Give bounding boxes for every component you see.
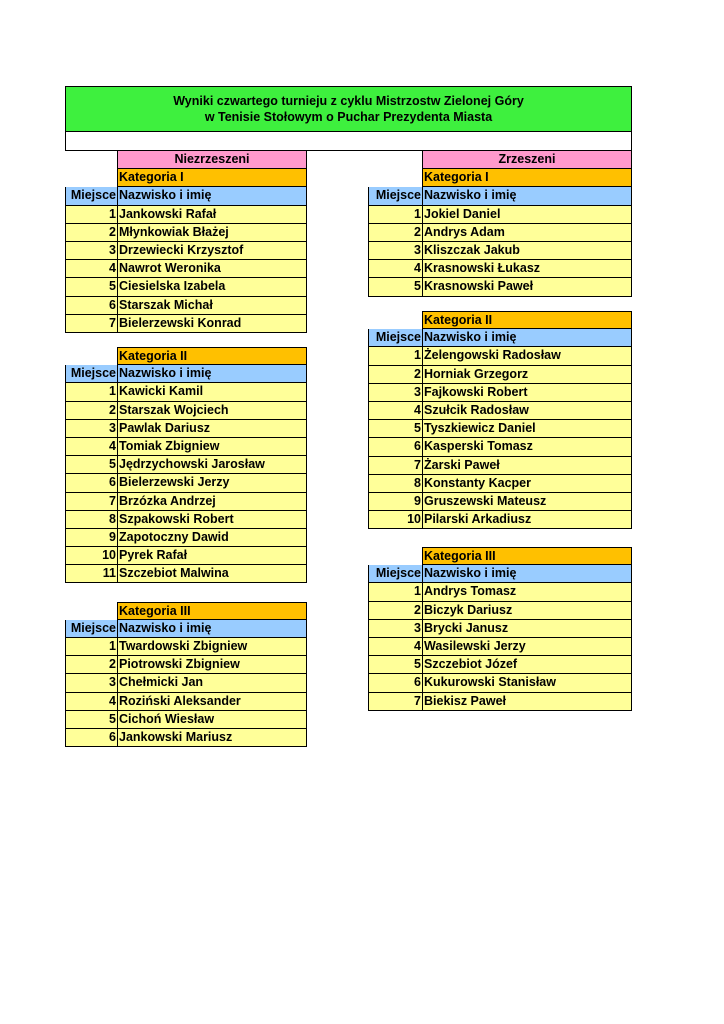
place-cell: 4 — [368, 402, 422, 420]
table-row — [368, 242, 632, 260]
place-cell: 5 — [368, 656, 422, 674]
category-title: Kategoria I — [422, 169, 632, 187]
header-name: Nazwisko i imię — [117, 365, 307, 383]
name-cell: Biczyk Dariusz — [422, 602, 632, 620]
category-title: Kategoria II — [422, 311, 632, 329]
left-category-1-table — [65, 169, 307, 333]
table-row — [368, 693, 632, 711]
table-row — [65, 315, 307, 333]
place-cell: 2 — [65, 656, 117, 674]
place-cell: 1 — [65, 206, 117, 224]
place-cell: 1 — [368, 347, 422, 365]
header-place: Miejsce — [65, 187, 117, 205]
title-line-1: Wyniki czwartego turnieju z cyklu Mistrzostw Zielonej Góry — [173, 94, 524, 108]
table-row — [368, 347, 632, 365]
name-cell: Brzózka Andrzej — [117, 493, 307, 511]
name-cell: Kukurowski Stanisław — [422, 674, 632, 692]
name-cell: Szułcik Radosław — [422, 402, 632, 420]
name-cell: Żelengowski Radosław — [422, 347, 632, 365]
table-row — [65, 206, 307, 224]
left-category-3-table — [65, 602, 307, 748]
name-cell: Drzewiecki Krzysztof — [117, 242, 307, 260]
table-row — [368, 638, 632, 656]
left-category-2-table — [65, 347, 307, 583]
name-cell: Bielerzewski Jerzy — [117, 474, 307, 492]
table-row — [368, 656, 632, 674]
table-row — [368, 620, 632, 638]
name-cell: Piotrowski Zbigniew — [117, 656, 307, 674]
name-cell: Jokiel Daniel — [422, 206, 632, 224]
table-row — [65, 547, 307, 565]
right-category-2-table — [368, 311, 632, 529]
header-place: Miejsce — [65, 620, 117, 638]
table-row — [368, 493, 632, 511]
place-cell: 10 — [368, 511, 422, 529]
place-cell: 3 — [65, 674, 117, 692]
name-cell: Andrys Tomasz — [422, 583, 632, 601]
table-row — [65, 493, 307, 511]
table-row — [65, 729, 307, 747]
header-name: Nazwisko i imię — [422, 565, 632, 583]
place-cell: 2 — [65, 224, 117, 242]
name-cell: Tyszkiewicz Daniel — [422, 420, 632, 438]
name-cell: Młynkowiak Błażej — [117, 224, 307, 242]
name-cell: Pyrek Rafał — [117, 547, 307, 565]
name-cell: Konstanty Kacper — [422, 475, 632, 493]
place-cell: 6 — [368, 674, 422, 692]
place-cell: 2 — [368, 602, 422, 620]
group-label-zrzeszeni: Zrzeszeni — [422, 151, 632, 169]
title-box — [65, 86, 632, 132]
place-cell: 1 — [368, 583, 422, 601]
category-title: Kategoria I — [117, 169, 307, 187]
table-row — [368, 674, 632, 692]
name-cell: Gruszewski Mateusz — [422, 493, 632, 511]
place-cell: 8 — [65, 511, 117, 529]
name-cell: Pilarski Arkadiusz — [422, 511, 632, 529]
place-cell: 5 — [368, 420, 422, 438]
title-line-2: w Tenisie Stołowym o Puchar Prezydenta Miasta — [204, 110, 493, 124]
name-cell: Ciesielska Izabela — [117, 278, 307, 296]
table-row — [368, 511, 632, 529]
table-row — [368, 206, 632, 224]
name-cell: Żarski Paweł — [422, 457, 632, 475]
table-row — [368, 475, 632, 493]
header-name: Nazwisko i imię — [422, 329, 632, 347]
place-cell: 11 — [65, 565, 117, 583]
place-cell: 4 — [65, 438, 117, 456]
name-cell: Starszak Michał — [117, 297, 307, 315]
right-category-1-table — [368, 169, 632, 296]
table-row — [65, 297, 307, 315]
category-title: Kategoria II — [117, 347, 307, 365]
place-cell: 5 — [65, 456, 117, 474]
table-row — [368, 457, 632, 475]
name-cell: Krasnowski Łukasz — [422, 260, 632, 278]
table-row — [368, 278, 632, 296]
table-row — [65, 456, 307, 474]
place-cell: 4 — [368, 260, 422, 278]
table-row — [65, 638, 307, 656]
place-cell: 5 — [65, 278, 117, 296]
table-row — [368, 402, 632, 420]
table-row — [65, 402, 307, 420]
header-place: Miejsce — [368, 565, 422, 583]
table-row — [368, 602, 632, 620]
place-cell: 4 — [368, 638, 422, 656]
name-cell: Szczebiot Józef — [422, 656, 632, 674]
name-cell: Fajkowski Robert — [422, 384, 632, 402]
table-row — [368, 438, 632, 456]
name-cell: Jankowski Rafał — [117, 206, 307, 224]
place-cell: 7 — [368, 457, 422, 475]
place-cell: 3 — [368, 384, 422, 402]
name-cell: Cichoń Wiesław — [117, 711, 307, 729]
name-cell: Pawlak Dariusz — [117, 420, 307, 438]
header-name: Nazwisko i imię — [117, 187, 307, 205]
table-row — [65, 438, 307, 456]
name-cell: Bielerzewski Konrad — [117, 315, 307, 333]
name-cell: Tomiak Zbigniew — [117, 438, 307, 456]
place-cell: 9 — [65, 529, 117, 547]
table-row — [65, 474, 307, 492]
header-place: Miejsce — [368, 187, 422, 205]
header-name: Nazwisko i imię — [117, 620, 307, 638]
place-cell: 3 — [65, 420, 117, 438]
table-row — [65, 693, 307, 711]
place-cell: 6 — [65, 729, 117, 747]
table-row — [65, 656, 307, 674]
place-cell: 2 — [65, 402, 117, 420]
right-category-3-table — [368, 547, 632, 711]
name-cell: Krasnowski Paweł — [422, 278, 632, 296]
table-row — [368, 260, 632, 278]
name-cell: Jędrzychowski Jarosław — [117, 456, 307, 474]
place-cell: 1 — [65, 383, 117, 401]
category-title: Kategoria III — [117, 602, 307, 620]
place-cell: 7 — [65, 315, 117, 333]
place-cell: 2 — [368, 366, 422, 384]
name-cell: Twardowski Zbigniew — [117, 638, 307, 656]
name-cell: Kasperski Tomasz — [422, 438, 632, 456]
name-cell: Chełmicki Jan — [117, 674, 307, 692]
place-cell: 7 — [65, 493, 117, 511]
category-title: Kategoria III — [422, 547, 632, 565]
place-cell: 3 — [368, 242, 422, 260]
place-cell: 6 — [65, 297, 117, 315]
table-row — [65, 383, 307, 401]
table-row — [65, 420, 307, 438]
table-row — [368, 583, 632, 601]
right-group-header — [422, 151, 632, 169]
place-cell: 5 — [65, 711, 117, 729]
name-cell: Roziński Aleksander — [117, 693, 307, 711]
place-cell: 3 — [65, 242, 117, 260]
name-cell: Brycki Janusz — [422, 620, 632, 638]
header-place: Miejsce — [368, 329, 422, 347]
place-cell: 3 — [368, 620, 422, 638]
place-cell: 9 — [368, 493, 422, 511]
place-cell: 1 — [65, 638, 117, 656]
name-cell: Wasilewski Jerzy — [422, 638, 632, 656]
table-row — [368, 366, 632, 384]
place-cell: 1 — [368, 206, 422, 224]
place-cell: 6 — [368, 438, 422, 456]
table-row — [65, 711, 307, 729]
table-row — [65, 674, 307, 692]
table-row — [65, 529, 307, 547]
table-row — [368, 384, 632, 402]
table-row — [65, 242, 307, 260]
name-cell: Szczebiot Malwina — [117, 565, 307, 583]
title-spacer — [65, 132, 632, 151]
table-row — [65, 565, 307, 583]
name-cell: Starszak Wojciech — [117, 402, 307, 420]
name-cell: Andrys Adam — [422, 224, 632, 242]
group-label-niezrzeszeni: Niezrzeszeni — [117, 151, 307, 169]
left-group-header — [117, 151, 307, 169]
table-row — [368, 420, 632, 438]
place-cell: 5 — [368, 278, 422, 296]
name-cell: Szpakowski Robert — [117, 511, 307, 529]
name-cell: Biekisz Paweł — [422, 693, 632, 711]
place-cell: 4 — [65, 693, 117, 711]
header-place: Miejsce — [65, 365, 117, 383]
table-row — [65, 260, 307, 278]
name-cell: Kawicki Kamil — [117, 383, 307, 401]
place-cell: 10 — [65, 547, 117, 565]
name-cell: Jankowski Mariusz — [117, 729, 307, 747]
place-cell: 8 — [368, 475, 422, 493]
name-cell: Kliszczak Jakub — [422, 242, 632, 260]
name-cell: Horniak Grzegorz — [422, 366, 632, 384]
table-row — [65, 511, 307, 529]
name-cell: Zapotoczny Dawid — [117, 529, 307, 547]
table-row — [65, 278, 307, 296]
name-cell: Nawrot Weronika — [117, 260, 307, 278]
place-cell: 7 — [368, 693, 422, 711]
table-row — [368, 224, 632, 242]
place-cell: 6 — [65, 474, 117, 492]
table-row — [65, 224, 307, 242]
place-cell: 2 — [368, 224, 422, 242]
header-name: Nazwisko i imię — [422, 187, 632, 205]
place-cell: 4 — [65, 260, 117, 278]
